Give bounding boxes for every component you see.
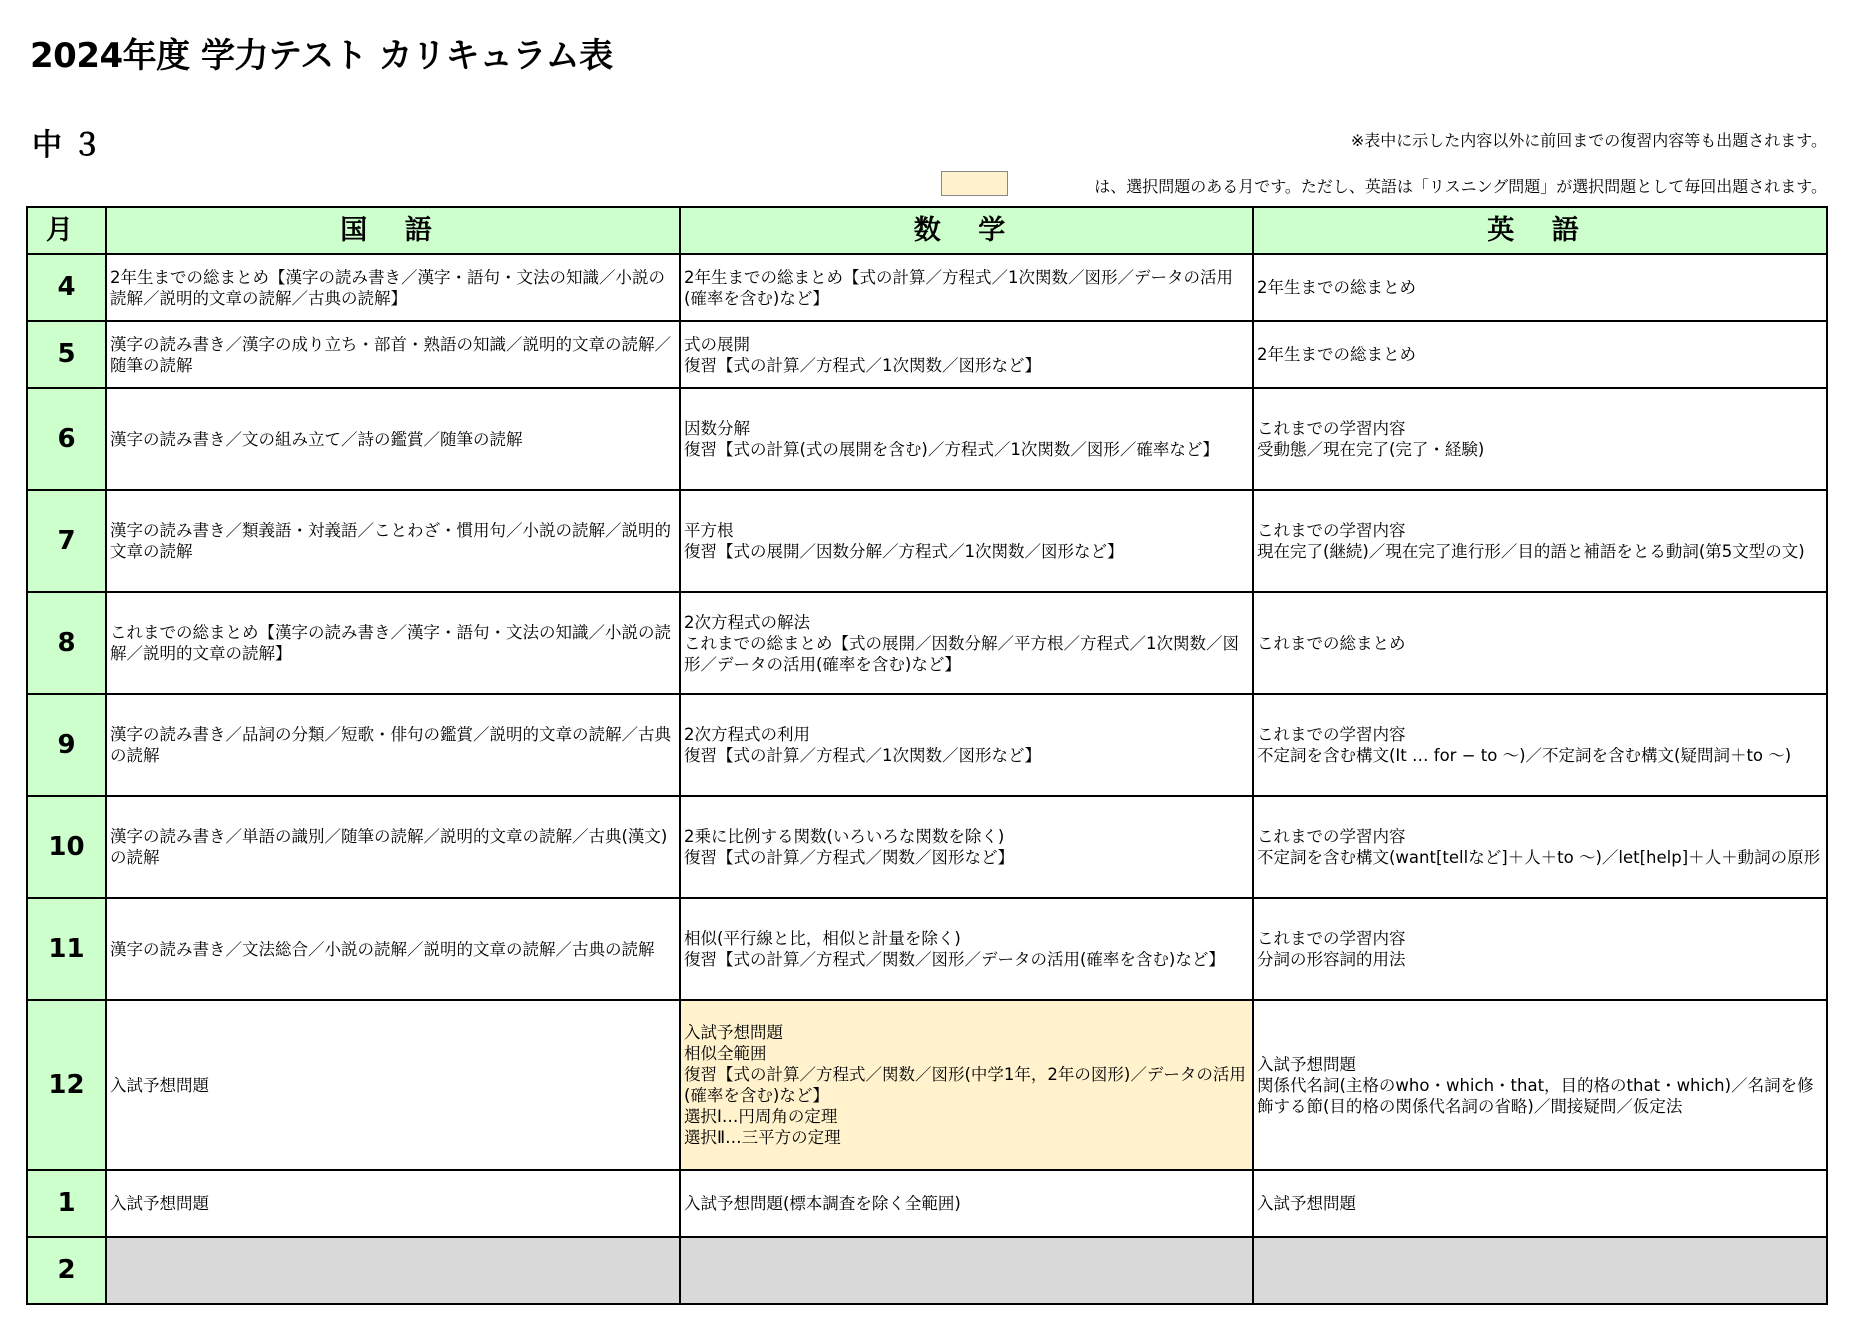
month-cell: 8 <box>27 592 106 694</box>
sugaku-line: 選択Ⅱ…三平方の定理 <box>684 1128 841 1147</box>
note-selection: は、選択問題のある月です。ただし、英語は「リスニング問題」が選択問題として毎回出題されます。 <box>1094 177 1827 196</box>
kokugo-line: 入試予想問題 <box>110 1075 209 1095</box>
eigo-cell <box>1253 490 1827 592</box>
eigo-line: 入試予想問題 <box>1257 1194 1356 1213</box>
kokugo-cell <box>106 592 680 694</box>
eigo-cell <box>1253 796 1827 898</box>
eigo-cell <box>1253 254 1827 321</box>
eigo-line: これまでの学習内容 <box>1257 419 1406 438</box>
month-cell: 5 <box>27 321 106 388</box>
month-cell: 10 <box>27 796 106 898</box>
month-cell: 12 <box>27 1000 106 1170</box>
kokugo-cell <box>106 321 680 388</box>
month-cell: 2 <box>27 1237 106 1304</box>
eigo-line: 関係代名詞(主格のwho・which・that，目的格のthat・which)／名詞を修飾する節(目的格の関係代名詞の省略)／間接疑問／仮定法 <box>1257 1075 1814 1116</box>
eigo-line: これまでの総まとめ <box>1257 633 1406 653</box>
table-row <box>27 1237 1827 1304</box>
eigo-line: 2年生までの総まとめ <box>1257 345 1416 364</box>
curriculum-table <box>26 206 1828 1305</box>
sugaku-line: 相似(平行線と比，相似と計量を除く) <box>684 929 961 948</box>
sugaku-cell <box>680 898 1253 1000</box>
kokugo-line: 漢字の読み書き／文の組み立て／詩の鑑賞／随筆の読解 <box>110 429 523 449</box>
kokugo-cell <box>106 1170 680 1237</box>
sugaku-line: 復習【式の計算／方程式／1次関数／図形など】 <box>684 746 1041 765</box>
kokugo-cell <box>106 254 680 321</box>
page-title: 2024年度 学力テスト カリキュラム表 <box>30 36 613 76</box>
sugaku-line: 2乗に比例する関数(いろいろな関数を除く) <box>684 827 1005 846</box>
table-body <box>27 254 1827 1304</box>
eigo-line: これまでの学習内容 <box>1257 725 1406 744</box>
sugaku-line: 入試予想問題(標本調査を除く全範囲) <box>684 1194 961 1213</box>
sugaku-line: 2次方程式の解法 <box>684 612 810 632</box>
kokugo-line: 2年生までの総まとめ【漢字の読み書き／漢字・語句・文法の知識／小説の読解／説明的文章の読解／古典の読解】 <box>110 267 665 308</box>
kokugo-cell <box>106 1237 680 1304</box>
month-cell: 1 <box>27 1170 106 1237</box>
table-row <box>27 254 1827 321</box>
eigo-line: これまでの学習内容 <box>1257 521 1406 540</box>
grade-label: 中３ <box>32 128 112 163</box>
table-row <box>27 321 1827 388</box>
table-row <box>27 388 1827 490</box>
eigo-line: これまでの学習内容 <box>1257 929 1406 948</box>
kokugo-cell <box>106 388 680 490</box>
kokugo-line: 漢字の読み書き／単語の識別／随筆の読解／説明的文章の読解／古典(漢文)の読解 <box>110 827 668 867</box>
note-review: ※表中に示した内容以外に前回までの復習内容等も出題されます。 <box>1350 131 1827 150</box>
header-row <box>27 207 1827 254</box>
sugaku-line: 復習【式の計算(式の展開を含む)／方程式／1次関数／図形／確率など】 <box>684 440 1219 459</box>
sugaku-cell <box>680 388 1253 490</box>
sugaku-cell <box>680 490 1253 592</box>
sugaku-line: 復習【式の計算／方程式／関数／図形／データの活用(確率を含む)など】 <box>684 950 1225 969</box>
sugaku-cell <box>680 592 1253 694</box>
table-row <box>27 1000 1827 1170</box>
month-cell: 9 <box>27 694 106 796</box>
sugaku-cell <box>680 321 1253 388</box>
eigo-cell <box>1253 1000 1827 1170</box>
eigo-cell <box>1253 898 1827 1000</box>
month-cell: 6 <box>27 388 106 490</box>
header-eigo: 英 語 <box>1253 207 1827 254</box>
kokugo-line: 入試予想問題 <box>110 1194 209 1213</box>
kokugo-cell <box>106 898 680 1000</box>
sugaku-line: 式の展開 <box>684 334 750 354</box>
kokugo-cell <box>106 694 680 796</box>
selection-legend-swatch <box>941 171 1008 196</box>
kokugo-line: 漢字の読み書き／漢字の成り立ち・部首・熟語の知識／説明的文章の読解／随筆の読解 <box>110 334 671 375</box>
eigo-cell <box>1253 1237 1827 1304</box>
month-cell: 11 <box>27 898 106 1000</box>
eigo-cell <box>1253 388 1827 490</box>
sugaku-cell <box>680 1000 1253 1170</box>
sugaku-cell <box>680 796 1253 898</box>
sugaku-line: 平方根 <box>684 521 734 540</box>
sugaku-line: これまでの総まとめ【式の展開／因数分解／平方根／方程式／1次関数／図形／データの活用(確率を含む)など】 <box>684 633 1239 674</box>
eigo-cell <box>1253 694 1827 796</box>
header-kokugo: 国 語 <box>106 207 680 254</box>
table-row <box>27 694 1827 796</box>
eigo-line: 不定詞を含む構文(want[tellなど]＋人＋to 〜)／let[help]＋人＋動詞の原形 <box>1257 848 1821 867</box>
table-row <box>27 490 1827 592</box>
kokugo-line: 漢字の読み書き／品詞の分類／短歌・俳句の鑑賞／説明的文章の読解／古典の読解 <box>110 725 671 765</box>
kokugo-line: 漢字の読み書き／類義語・対義語／ことわざ・慣用句／小説の読解／説明的文章の読解 <box>110 521 671 561</box>
eigo-line: これまでの学習内容 <box>1257 827 1406 846</box>
kokugo-line: 漢字の読み書き／文法総合／小説の読解／説明的文章の読解／古典の読解 <box>110 939 655 959</box>
sugaku-line: 復習【式の展開／因数分解／方程式／1次関数／図形など】 <box>684 542 1124 561</box>
table-row <box>27 898 1827 1000</box>
sugaku-cell <box>680 1237 1253 1304</box>
eigo-line: 分詞の形容詞的用法 <box>1257 950 1406 969</box>
sugaku-cell <box>680 1170 1253 1237</box>
month-cell: 4 <box>27 254 106 321</box>
sugaku-line: 復習【式の計算／方程式／1次関数／図形など】 <box>684 355 1041 375</box>
month-cell: 7 <box>27 490 106 592</box>
kokugo-cell <box>106 1000 680 1170</box>
header-month: 月 <box>27 207 106 254</box>
kokugo-cell <box>106 490 680 592</box>
table-row <box>27 592 1827 694</box>
sugaku-line: 因数分解 <box>684 419 750 438</box>
kokugo-line: これまでの総まとめ【漢字の読み書き／漢字・語句・文法の知識／小説の読解／説明的文章の読解】 <box>110 623 671 663</box>
eigo-cell <box>1253 592 1827 694</box>
sugaku-line: 復習【式の計算／方程式／関数／図形(中学1年，2年の図形)／データの活用(確率を含む)など】 <box>684 1065 1246 1105</box>
eigo-cell <box>1253 321 1827 388</box>
table-row <box>27 796 1827 898</box>
sugaku-line: 相似全範囲 <box>684 1044 767 1063</box>
sugaku-line: 選択Ⅰ…円周角の定理 <box>684 1107 838 1126</box>
sugaku-cell <box>680 694 1253 796</box>
sugaku-line: 2年生までの総まとめ【式の計算／方程式／1次関数／図形／データの活用(確率を含む)など】 <box>684 267 1233 308</box>
sugaku-line: 復習【式の計算／方程式／関数／図形など】 <box>684 848 1014 867</box>
eigo-line: 入試予想問題 <box>1257 1054 1356 1074</box>
header-sugaku: 数 学 <box>680 207 1253 254</box>
eigo-line: 2年生までの総まとめ <box>1257 278 1416 297</box>
eigo-line: 不定詞を含む構文(It … for − to 〜)／不定詞を含む構文(疑問詞＋to 〜) <box>1257 746 1792 765</box>
sugaku-line: 2次方程式の利用 <box>684 725 810 744</box>
table-row <box>27 1170 1827 1237</box>
sugaku-cell <box>680 254 1253 321</box>
eigo-line: 受動態／現在完了(完了・経験) <box>1257 440 1485 459</box>
kokugo-cell <box>106 796 680 898</box>
eigo-cell <box>1253 1170 1827 1237</box>
eigo-line: 現在完了(継続)／現在完了進行形／目的語と補語をとる動詞(第5文型の文) <box>1257 542 1805 561</box>
sugaku-line: 入試予想問題 <box>684 1023 783 1042</box>
